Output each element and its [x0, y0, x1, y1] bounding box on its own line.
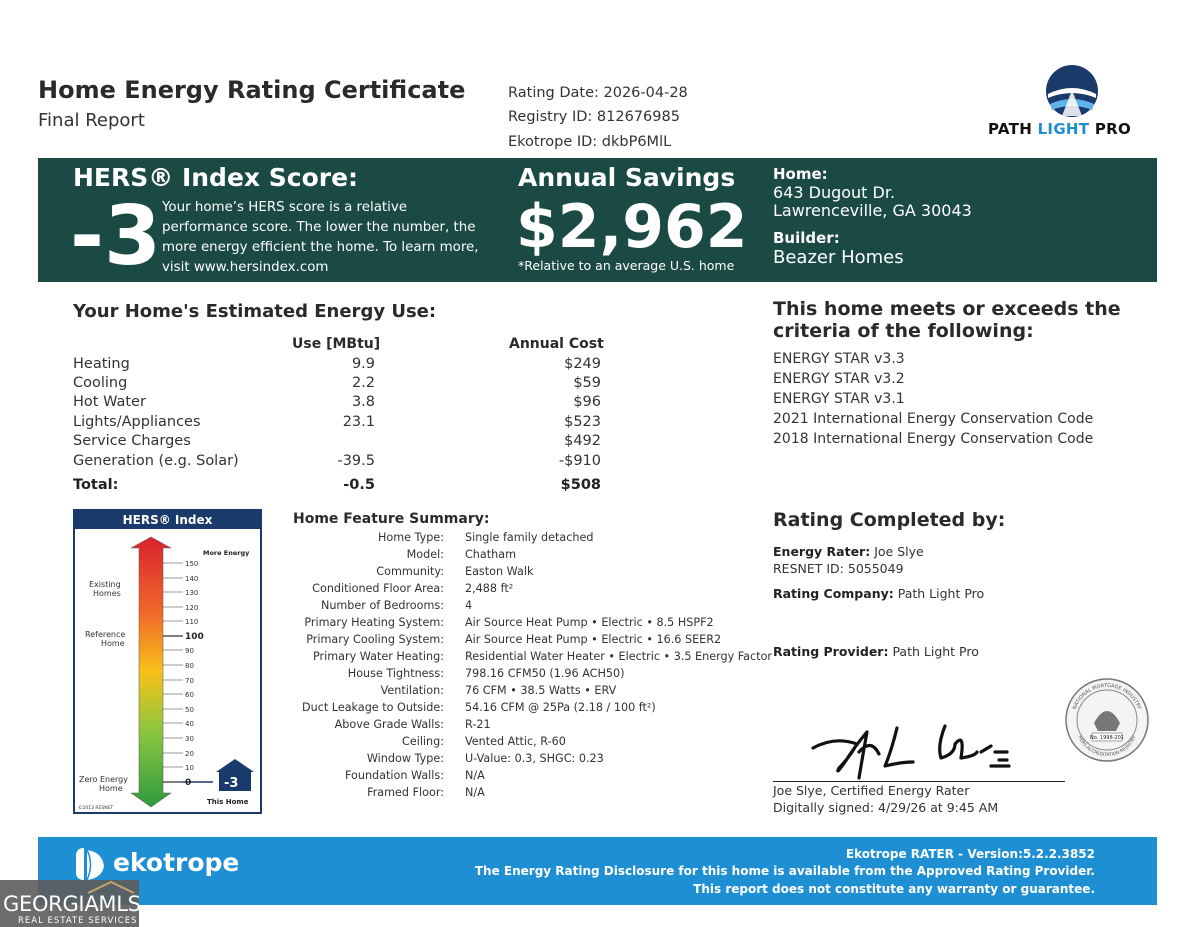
energy-row-label: Hot Water — [73, 394, 146, 410]
feature-row — [290, 769, 760, 786]
warranty-note: This report does not constitute any warranty or guarantee. — [693, 882, 1095, 896]
feature-value: 2,488 ft² — [465, 582, 514, 595]
energy-row-label: Cooling — [73, 375, 128, 391]
energy-rater-label: Energy Rater: — [773, 544, 871, 559]
feature-label: Duct Leakage to Outside: — [301, 701, 444, 714]
feature-row — [290, 752, 760, 769]
rating-company-name: Path Light Pro — [897, 586, 985, 601]
home-address-line-2: Lawrenceville, GA 30043 — [773, 201, 972, 220]
criteria-item: ENERGY STAR v3.2 — [773, 371, 905, 387]
feature-value: Vented Attic, R-60 — [465, 735, 566, 748]
feature-value: N/A — [465, 786, 485, 799]
energy-row-cost: $96 — [573, 394, 601, 410]
energy-row-label: Lights/Appliances — [73, 414, 201, 430]
feature-label: Community: — [376, 565, 444, 578]
feature-summary-title: Home Feature Summary: — [293, 511, 490, 527]
scale-tick-label: 140 — [185, 575, 199, 583]
ekotrope-brand-name: ekotrope — [113, 848, 240, 877]
energy-row — [73, 375, 603, 395]
feature-label: House Tightness: — [347, 667, 444, 680]
georgia-mls-subtitle: REAL ESTATE SERVICES — [18, 916, 138, 926]
certificate-subtitle: Final Report — [38, 110, 145, 131]
resnet-id: RESNET ID: 5055049 — [773, 561, 904, 576]
feature-value: Residential Water Heater • Electric • 3.5 Energy Factor — [465, 650, 773, 663]
hers-index-scale — [73, 509, 262, 814]
energy-total-row — [73, 477, 603, 497]
feature-row — [290, 599, 760, 616]
criteria-item: 2018 International Energy Conservation Code — [773, 431, 1094, 447]
this-home-score: -3 — [224, 776, 239, 791]
energy-row-label: Service Charges — [73, 433, 191, 449]
scale-copyright: ©2013 RESNET — [78, 806, 114, 811]
energy-row — [73, 394, 603, 414]
reference-home-label-line2: Home — [101, 639, 125, 648]
feature-value: 798.16 CFM50 (1.96 ACH50) — [465, 667, 625, 680]
energy-row-cost: $492 — [564, 433, 601, 449]
feature-label: Model: — [406, 548, 444, 561]
energy-row — [73, 433, 603, 453]
rating-provider-name: Path Light Pro — [892, 644, 979, 659]
feature-row — [290, 735, 760, 752]
feature-value: Single family detached — [465, 531, 594, 544]
existing-homes-label-line2: Homes — [93, 589, 121, 598]
energy-rater — [773, 544, 924, 559]
feature-value: 4 — [465, 599, 473, 612]
hers-score-description: Your home’s HERS score is a relative performance score. The lower the number, the more energy efficient the home. To learn more, visit www.hersindex.com — [162, 200, 479, 275]
feature-value: Easton Walk — [465, 565, 534, 578]
scale-tick-label: 150 — [185, 560, 199, 568]
feature-label: Foundation Walls: — [344, 769, 444, 782]
scale-tick-label: 120 — [185, 604, 199, 612]
disclosure-note: The Energy Rating Disclosure for this home is available from the Approved Rating Provider. — [474, 864, 1095, 878]
feature-label: Primary Heating System: — [304, 616, 444, 629]
builder-label: Builder: — [773, 229, 840, 247]
criteria-item: ENERGY STAR v3.1 — [773, 391, 905, 407]
zero-energy-label-line1: Zero Energy — [79, 775, 128, 784]
feature-row — [290, 786, 760, 803]
scale-tick-label: 90 — [185, 647, 194, 655]
feature-row — [290, 582, 760, 599]
energy-row-label: Generation (e.g. Solar) — [73, 453, 239, 469]
energy-row — [73, 414, 603, 434]
feature-value: U-Value: 0.3, SHGC: 0.23 — [465, 752, 604, 765]
cost-column-header: Annual Cost — [509, 336, 604, 352]
energy-row-use: -39.5 — [337, 453, 375, 469]
scale-tick-label: 0 — [185, 778, 192, 788]
path-light-pro-logo-text: PATH LIGHT PRO — [988, 120, 1132, 138]
feature-value: R-21 — [465, 718, 491, 731]
rating-date: Rating Date: 2026-04-28 — [508, 85, 688, 101]
annual-savings-amount: $2,962 — [516, 192, 748, 262]
rating-completed-title: Rating Completed by: — [773, 509, 1006, 531]
seal-text-bottom: HERS ACCREDITATION REGISTRY — [1076, 735, 1138, 759]
existing-homes-label-line1: Existing — [89, 580, 121, 589]
feature-row — [290, 718, 760, 735]
energy-total-use: -0.5 — [343, 477, 375, 493]
energy-total-cost: $508 — [560, 477, 601, 493]
scale-tick-label: 100 — [185, 632, 204, 642]
registry-id: Registry ID: 812676985 — [508, 109, 680, 125]
reference-home-label-line1: Reference — [85, 630, 126, 639]
feature-value: 54.16 CFM @ 25Pa (2.18 / 100 ft²) — [465, 701, 656, 714]
feature-value: 76 CFM • 38.5 Watts • ERV — [465, 684, 617, 697]
energy-use-title: Your Home's Estimated Energy Use: — [73, 301, 437, 322]
feature-row — [290, 616, 760, 633]
scale-tick-label: 60 — [185, 691, 194, 699]
energy-row — [73, 356, 603, 376]
feature-value: Air Source Heat Pump • Electric • 16.6 SEER2 — [465, 633, 722, 646]
seal-number: No. 1998-201 — [1090, 735, 1124, 741]
feature-label: Ceiling: — [402, 735, 444, 748]
feature-row — [290, 650, 773, 667]
certificate-title: Home Energy Rating Certificate — [38, 76, 466, 104]
feature-row — [290, 565, 760, 582]
energy-row-use: 23.1 — [342, 414, 375, 430]
feature-label: Conditioned Floor Area: — [312, 582, 444, 595]
ekotrope-id: Ekotrope ID: dkbP6MlL — [508, 134, 672, 150]
feature-row — [290, 548, 760, 565]
hers-score-value: -3 — [70, 189, 162, 284]
energy-row-cost: $249 — [564, 356, 601, 372]
energy-row-use: 9.9 — [351, 356, 375, 372]
energy-total-label: Total: — [73, 477, 119, 493]
builder-name: Beazer Homes — [773, 247, 904, 268]
zero-energy-label-line2: Home — [99, 784, 123, 793]
feature-row — [290, 667, 760, 684]
feature-row — [290, 701, 760, 718]
feature-value: Chatham — [465, 548, 516, 561]
hers-scale-graphic — [75, 529, 260, 812]
scale-tick-label: 70 — [185, 677, 194, 685]
scale-tick-label: 30 — [185, 735, 194, 743]
scale-tick-label: 50 — [185, 706, 194, 714]
feature-label: Home Type: — [377, 531, 444, 544]
hers-index-scale-title: HERS® Index — [75, 511, 260, 529]
this-home-label: This Home — [207, 798, 249, 806]
feature-row — [290, 531, 760, 548]
hers-score-title: HERS® Index Score: — [73, 163, 359, 192]
criteria-title: This home meets or exceeds the criteria of the following: — [773, 298, 1121, 342]
annual-savings-title: Annual Savings — [518, 163, 736, 192]
home-label: Home: — [773, 165, 828, 183]
signer-name: Joe Slye, Certified Energy Rater — [773, 783, 970, 798]
scale-tick-label: 20 — [185, 750, 194, 758]
feature-label: Number of Bedrooms: — [320, 599, 444, 612]
criteria-item: ENERGY STAR v3.3 — [773, 351, 905, 367]
feature-value: Air Source Heat Pump • Electric • 8.5 HSPF2 — [465, 616, 714, 629]
scale-tick-label: 80 — [185, 662, 194, 670]
feature-value: N/A — [465, 769, 485, 782]
energy-row-use: 2.2 — [351, 375, 375, 391]
scale-tick-label: 130 — [185, 589, 199, 597]
energy-row-cost: $523 — [564, 414, 601, 430]
scale-tick-label: 10 — [185, 764, 194, 772]
criteria-item: 2021 International Energy Conservation Code — [773, 411, 1094, 427]
scale-tick-label: 110 — [185, 618, 199, 626]
rating-company-label: Rating Company: — [773, 586, 894, 601]
feature-label: Window Type: — [366, 752, 444, 765]
signed-date: Digitally signed: 4/29/26 at 9:45 AM — [773, 800, 999, 815]
accreditation-seal-icon — [1064, 677, 1150, 763]
annual-savings-note: *Relative to an average U.S. home — [518, 258, 735, 273]
feature-label: Above Grade Walls: — [334, 718, 444, 731]
home-address-line-1: 643 Dugout Dr. — [773, 183, 896, 202]
rater-signature-icon — [805, 718, 1025, 784]
rating-company — [773, 586, 984, 601]
rater-version: Ekotrope RATER - Version:5.2.2.3852 — [845, 847, 1095, 861]
signature-line — [773, 781, 1065, 782]
use-column-header: Use [MBtu] — [292, 336, 381, 352]
feature-label: Framed Floor: — [367, 786, 444, 799]
energy-rater-name: Joe Slye — [874, 544, 924, 559]
scale-tick-label: 40 — [185, 720, 194, 728]
seal-text-top: NATIONAL MORTGAGE INDUSTRY — [1071, 682, 1143, 711]
georgia-mls-name: GEORGIAMLS — [3, 892, 141, 916]
rating-provider — [773, 644, 979, 659]
feature-row — [290, 633, 760, 650]
feature-label: Ventilation: — [380, 684, 444, 697]
feature-row — [290, 684, 760, 701]
energy-row-cost: $59 — [573, 375, 601, 391]
energy-row-cost: -$910 — [558, 453, 601, 469]
feature-label: Primary Water Heating: — [312, 650, 444, 663]
ekotrope-leaf-icon — [72, 846, 112, 882]
energy-row — [73, 453, 603, 473]
rating-provider-label: Rating Provider: — [773, 644, 889, 659]
energy-row-label: Heating — [73, 356, 130, 372]
energy-row-use: 3.8 — [351, 394, 375, 410]
more-energy-label: More Energy — [203, 549, 250, 557]
feature-label: Primary Cooling System: — [306, 633, 444, 646]
